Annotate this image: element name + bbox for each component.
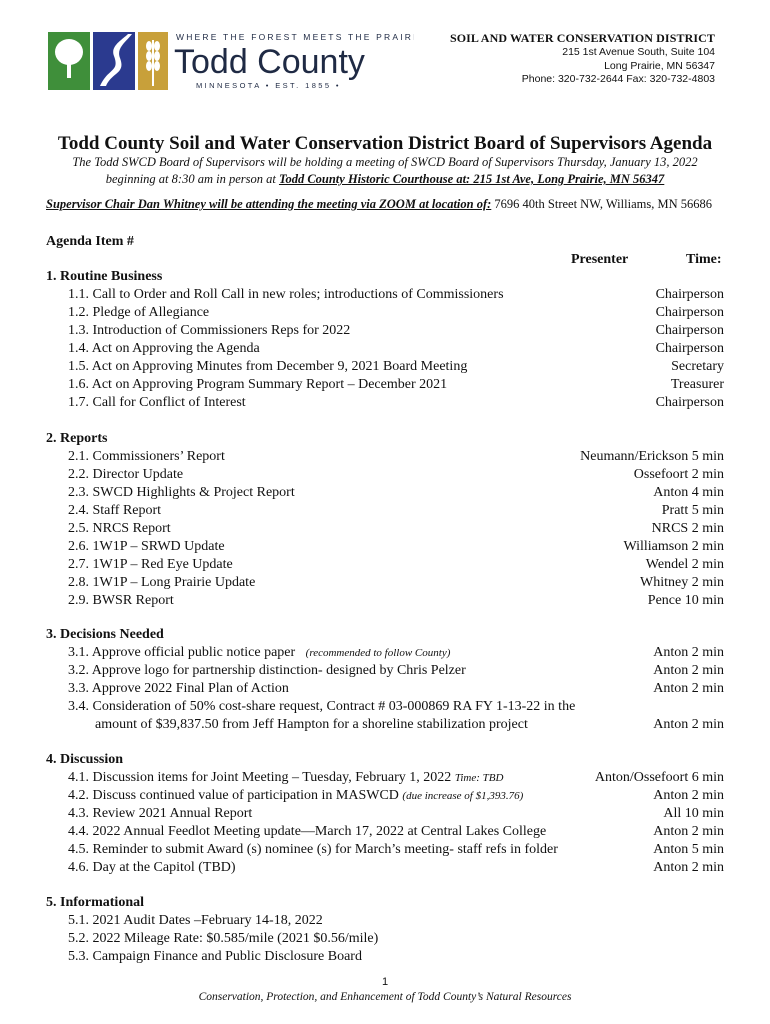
subtitle-line2: [60, 171, 710, 188]
presenter-time: Anton 2 min: [653, 663, 724, 678]
agenda-row: [0, 376, 770, 394]
zoom-attendance-line: [46, 197, 712, 212]
agenda-item-text: 2.8. 1W1P – Long Prairie Update: [68, 575, 256, 590]
agenda-row: [0, 662, 770, 680]
logo-graphic: [48, 28, 414, 92]
agenda-row: [0, 859, 770, 877]
section-heading: [0, 751, 770, 769]
page-title: Todd County Soil and Water Conservation District Board of Supervisors Agenda: [57, 133, 713, 154]
section-heading: [0, 268, 770, 286]
presenter-time: Anton 2 min: [653, 824, 724, 839]
presenter-time: Williamson 2 min: [623, 539, 724, 554]
meeting-subtitle: [60, 154, 710, 188]
presenter-time: Anton 2 min: [653, 681, 724, 696]
presenter-time: Ossefoort 2 min: [633, 467, 724, 482]
presenter-time: Anton/Ossefoort 6 min: [594, 770, 724, 785]
agenda-item-text: 2.6. 1W1P – SRWD Update: [68, 539, 225, 554]
subtitle-line2-pre: beginning at 8:30 am in person at: [105, 172, 279, 186]
section-title: 5. Informational: [46, 895, 144, 910]
agenda-item-text: 4.5. Reminder to submit Award (s) nominee (s) for March’s meeting- staff refs in folder: [68, 842, 558, 857]
agenda-item-text: 1.4. Act on Approving the Agenda: [68, 341, 260, 356]
agenda-item-text: 3.3. Approve 2022 Final Plan of Action: [68, 681, 289, 696]
agenda-row: [0, 787, 770, 805]
agenda-item-text: 4.3. Review 2021 Annual Report: [68, 806, 253, 821]
item-note: (recommended to follow County): [305, 647, 451, 659]
presenter-time: Anton 2 min: [653, 717, 724, 732]
agenda-item-text: [68, 787, 523, 805]
org-name: SOIL AND WATER CONSERVATION DISTRICT: [449, 31, 715, 45]
presenter: Chairperson: [655, 341, 724, 356]
agenda-row: [0, 841, 770, 859]
presenter-time: Anton 5 min: [653, 842, 724, 857]
agenda-item-text: 3.4. Consideration of 50% cost-share request, Contract # 03-000869 RA FY 1-13-22 in the: [68, 699, 576, 714]
section-heading: [0, 894, 770, 912]
item-main-text: 4.1. Discussion items for Joint Meeting – Tuesday, February 1, 2022: [68, 770, 452, 785]
agenda-item-text: 5.3. Campaign Finance and Public Disclosure Board: [68, 949, 362, 964]
presenter-time: Anton 4 min: [653, 485, 724, 500]
section-title: 4. Discussion: [46, 752, 124, 767]
agenda-item-text: 4.6. Day at the Capitol (TBD): [68, 860, 236, 875]
presenter-time: All 10 min: [663, 806, 724, 821]
presenter-time: Anton 2 min: [653, 788, 724, 803]
presenter: Chairperson: [655, 323, 724, 338]
agenda-row: [0, 823, 770, 841]
agenda-item-text: 1.5. Act on Approving Minutes from December 9, 2021 Board Meeting: [68, 359, 468, 374]
agenda-item-text: 2.3. SWCD Highlights & Project Report: [68, 485, 295, 500]
agenda-row: [0, 448, 770, 466]
agenda-item-text: 1.1. Call to Order and Roll Call in new roles; introductions of Commissioners: [68, 287, 504, 302]
org-phone: Phone: 320-732-2644 Fax: 320-732-4803: [521, 73, 715, 85]
agenda-row: [0, 930, 770, 948]
agenda-row: [0, 322, 770, 340]
agenda-row: [0, 466, 770, 484]
agenda-row: [0, 502, 770, 520]
agenda-item-text: 2.5. NRCS Report: [68, 521, 171, 536]
agenda-item-text: 2.7. 1W1P – Red Eye Update: [68, 557, 233, 572]
zoom-label: Supervisor Chair Dan Whitney will be attending the meeting via ZOOM at location of:: [46, 197, 492, 211]
agenda-row: [0, 520, 770, 538]
agenda-row: [0, 394, 770, 412]
org-address2: Long Prairie, MN 56347: [604, 59, 715, 72]
logo-name: Todd County: [174, 43, 365, 81]
agenda-item-text: 1.7. Call for Conflict of Interest: [68, 395, 246, 410]
agenda-item-text: 1.3. Introduction of Commissioners Reps for 2022: [68, 323, 351, 338]
agenda-row: [0, 358, 770, 376]
item-main-text: 4.2. Discuss continued value of participation in MASWCD: [68, 788, 399, 803]
presenter-time: Neumann/Erickson 5 min: [580, 449, 724, 464]
agenda-item-text: 2.9. BWSR Report: [68, 593, 174, 608]
footer-text: Conservation, Protection, and Enhancement of Todd County’s Natural Resources: [198, 991, 572, 1003]
org-contact-block: [450, 31, 715, 87]
section-heading: [0, 626, 770, 644]
presenter-time: Pratt 5 min: [661, 503, 724, 518]
section-title: 1. Routine Business: [46, 269, 163, 284]
agenda-row: [0, 716, 770, 734]
agenda-row: [0, 286, 770, 304]
agenda-row: [0, 912, 770, 930]
agenda-item-text: 5.1. 2021 Audit Dates –February 14-18, 2022: [68, 913, 323, 928]
agenda-row: [0, 698, 770, 716]
agenda-item-text: [68, 644, 450, 662]
presenter-time: Whitney 2 min: [640, 575, 724, 590]
logo-tagline: WHERE THE FOREST MEETS THE PRAIRIE: [176, 32, 414, 42]
subtitle-line1: The Todd SWCD Board of Supervisors will be holding a meeting of SWCD Board of Supervisors Thursday, January 13, 2022: [72, 155, 698, 169]
agenda-row: [0, 538, 770, 556]
agenda-item-text-cont: amount of $39,837.50 from Jeff Hampton for a shoreline stabilization project: [95, 717, 528, 732]
presenter: Chairperson: [655, 395, 724, 410]
presenter-time: NRCS 2 min: [651, 521, 724, 536]
agenda-item-text: 2.2. Director Update: [68, 467, 184, 482]
agenda-item-text: 4.4. 2022 Annual Feedlot Meeting update—March 17, 2022 at Central Lakes College: [68, 824, 547, 839]
todd-county-logo: [48, 28, 414, 92]
agenda-row: [0, 680, 770, 698]
agenda-row: [0, 644, 770, 662]
section-title: 3. Decisions Needed: [46, 627, 164, 642]
agenda-item-text: 1.2. Pledge of Allegiance: [68, 305, 210, 320]
presenter-time: Pence 10 min: [647, 593, 724, 608]
time-header: Time:: [686, 252, 722, 267]
agenda-row: [0, 484, 770, 502]
item-note: (due increase of $1,393.76): [402, 790, 524, 802]
agenda-item-text: 2.4. Staff Report: [68, 503, 162, 518]
item-main-text: 3.1. Approve official public notice paper: [68, 645, 296, 660]
agenda-item-header: Agenda Item #: [46, 234, 134, 249]
presenter-time: Anton 2 min: [653, 645, 724, 660]
section-heading: [0, 430, 770, 448]
logo-subline: MINNESOTA • EST. 1855 •: [196, 81, 341, 90]
meeting-location: Todd County Historic Courthouse at: 215 1st Ave, Long Prairie, MN 56347: [278, 172, 665, 186]
presenter: Secretary: [671, 359, 724, 374]
presenter-header: Presenter: [571, 252, 629, 267]
item-note: Time: TBD: [454, 772, 504, 784]
agenda-item-text: 3.2. Approve logo for partnership distinction- designed by Chris Pelzer: [68, 663, 466, 678]
page-number: 1: [381, 976, 389, 988]
agenda-row: [0, 769, 770, 787]
agenda-row: [0, 304, 770, 322]
section-title: 2. Reports: [46, 431, 108, 446]
agenda-item-text: [68, 769, 503, 787]
agenda-row: [0, 556, 770, 574]
agenda-row: [0, 340, 770, 358]
agenda-row: [0, 948, 770, 966]
presenter: Chairperson: [655, 287, 724, 302]
presenter-time: Wendel 2 min: [645, 557, 724, 572]
org-address1: 215 1st Avenue South, Suite 104: [562, 46, 715, 58]
agenda-item-text: 5.2. 2022 Mileage Rate: $0.585/mile (2021 $0.56/mile): [68, 931, 379, 946]
agenda-row: [0, 592, 770, 610]
agenda-row: [0, 574, 770, 592]
agenda-item-text: 2.1. Commissioners’ Report: [68, 449, 225, 464]
presenter: Treasurer: [670, 377, 724, 392]
agenda-item-text: 1.6. Act on Approving Program Summary Report – December 2021: [68, 377, 448, 392]
presenter-time: Anton 2 min: [653, 860, 724, 875]
presenter: Chairperson: [655, 305, 724, 320]
agenda-row: [0, 805, 770, 823]
zoom-address: 7696 40th Street NW, Williams, MN 56686: [491, 197, 712, 211]
